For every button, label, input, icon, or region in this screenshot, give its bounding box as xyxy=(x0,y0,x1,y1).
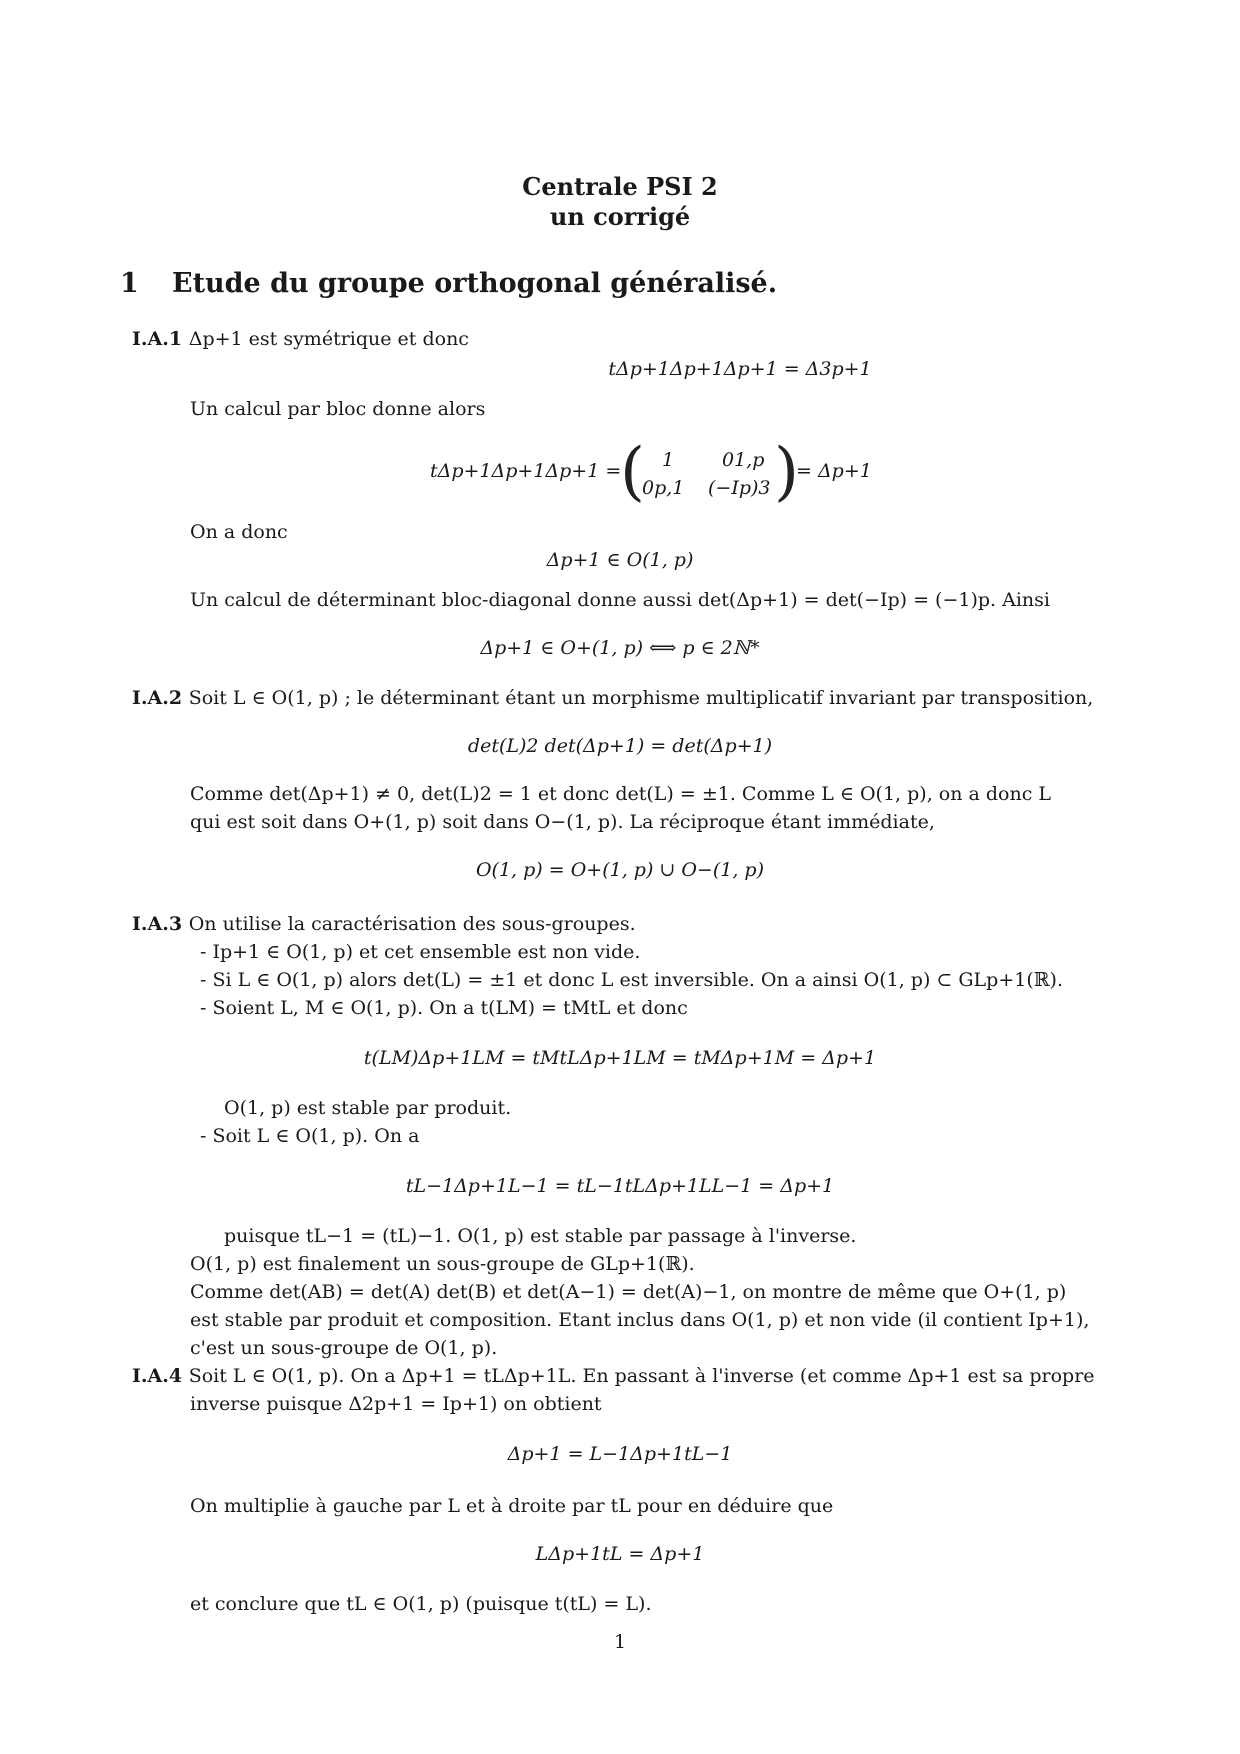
bullet-ia3-2: - Si L ∈ O(1, p) alors det(L) = ±1 et donc L est inversible. On a ainsi O(1, p) ⊂ GLp+1(ℝ). xyxy=(200,969,1063,991)
item-ia4-text: Soit L ∈ O(1, p). On a Δp+1 = tLΔp+1L. En passant à l'inverse (et comme Δp+1 est sa propre xyxy=(188,1365,1095,1387)
block-matrix-equation xyxy=(430,435,890,509)
item-ia2 xyxy=(132,684,1093,712)
paragraph-ia3-det: Comme det(AB) = det(A) det(B) et det(A−1) = det(A)−1, on montre de même que O+(1, p) xyxy=(190,1281,1067,1303)
document-title: Centrale PSI 2 xyxy=(522,172,718,201)
paragraph-ia1-4: Un calcul de déterminant bloc-diagonal donne aussi det(Δp+1) = det(−Ip) = (−1)p. Ainsi xyxy=(190,589,1050,611)
paragraph-ia3-subgroup: O(1, p) est finalement un sous-groupe de GLp+1(ℝ). xyxy=(190,1253,695,1275)
matrix-equation-lhs: tΔp+1Δp+1Δp+1 = xyxy=(430,460,622,482)
paragraph-ia3-stable: est stable par produit et composition. Etant inclus dans O(1, p) et non vide (il contient Ip+1), xyxy=(190,1309,1090,1331)
paragraph-ia1-2: Un calcul par bloc donne alors xyxy=(190,398,486,420)
item-ia3 xyxy=(132,910,636,938)
right-parenthesis: ) xyxy=(774,435,799,509)
bullet-ia3-1: - Ip+1 ∈ O(1, p) et cet ensemble est non vide. xyxy=(200,941,641,963)
paragraph-ia4-2: inverse puisque Δ2p+1 = Ip+1) on obtient xyxy=(190,1393,602,1415)
item-ia4 xyxy=(132,1362,1095,1390)
document-subtitle: un corrigé xyxy=(549,202,691,231)
item-ia2-label: I.A.2 xyxy=(132,687,183,709)
paragraph-ia3-inverse: puisque tL−1 = (tL)−1. O(1, p) est stable par passage à l'inverse. xyxy=(224,1225,857,1247)
equation-ia4-2: LΔp+1tL = Δp+1 xyxy=(535,1543,705,1565)
section-title: Etude du groupe orthogonal généralisé. xyxy=(172,268,778,299)
paragraph-ia3-stable-product: O(1, p) est stable par produit. xyxy=(224,1097,512,1119)
equation-ia3-2: tL−1Δp+1L−1 = tL−1tLΔp+1LL−1 = Δp+1 xyxy=(405,1175,835,1197)
equation-ia3-1: t(LM)Δp+1LM = tMtLΔp+1LM = tMΔp+1M = Δp+1 xyxy=(363,1047,877,1069)
paragraph-ia4-4: et conclure que tL ∈ O(1, p) (puisque t(tL) = L). xyxy=(190,1593,652,1615)
matrix-cell-12: 01,p xyxy=(722,449,765,471)
equation-ia2-2: O(1, p) = O+(1, p) ∪ O−(1, p) xyxy=(475,859,765,881)
paragraph-ia1-3: On a donc xyxy=(190,521,288,543)
equation-ia2-1: det(L)2 det(Δp+1) = det(Δp+1) xyxy=(467,735,773,757)
item-ia1-text: Δp+1 est symétrique et donc xyxy=(188,328,469,350)
left-parenthesis: ( xyxy=(620,435,645,509)
bullet-ia3-4: - Soit L ∈ O(1, p). On a xyxy=(200,1125,420,1147)
matrix-cell-11: 1 xyxy=(662,449,675,471)
item-ia4-label: I.A.4 xyxy=(132,1365,183,1387)
paragraph-ia4-3: On multiplie à gauche par L et à droite par tL pour en déduire que xyxy=(190,1495,834,1517)
matrix-cell-21: 0p,1 xyxy=(642,477,685,499)
paragraph-ia2-2: Comme det(Δp+1) ≠ 0, det(L)2 = 1 et donc det(L) = ±1. Comme L ∈ O(1, p), on a donc L xyxy=(190,783,1052,805)
item-ia2-text: Soit L ∈ O(1, p) ; le déterminant étant un morphisme multiplicatif invariant par transposition, xyxy=(188,687,1094,709)
matrix-cell-22: (−Ip)3 xyxy=(708,477,771,499)
page-number: 1 xyxy=(613,1631,627,1653)
paragraph-ia2-3: qui est soit dans O+(1, p) soit dans O−(1, p). La réciproque étant immédiate, xyxy=(190,811,935,833)
item-ia3-label: I.A.3 xyxy=(132,913,183,935)
bullet-ia3-3: - Soient L, M ∈ O(1, p). On a t(LM) = tMtL et donc xyxy=(200,997,688,1019)
matrix-equation-rhs: = Δp+1 xyxy=(796,460,872,482)
item-ia1 xyxy=(132,325,469,353)
equation-ia4-1: Δp+1 = L−1Δp+1tL−1 xyxy=(507,1443,733,1465)
section-number: 1 xyxy=(120,268,139,299)
equation-ia1-4: Δp+1 ∈ O+(1, p) ⟺ p ∈ 2ℕ* xyxy=(480,637,760,659)
item-ia1-label: I.A.1 xyxy=(132,328,183,350)
paragraph-ia3-conclusion: c'est un sous-groupe de O(1, p). xyxy=(190,1337,498,1359)
item-ia3-text: On utilise la caractérisation des sous-groupes. xyxy=(188,913,636,935)
equation-ia1-1: tΔp+1Δp+1Δp+1 = Δ3p+1 xyxy=(608,358,872,380)
section-heading xyxy=(120,270,777,298)
equation-ia1-3: Δp+1 ∈ O(1, p) xyxy=(546,549,694,571)
